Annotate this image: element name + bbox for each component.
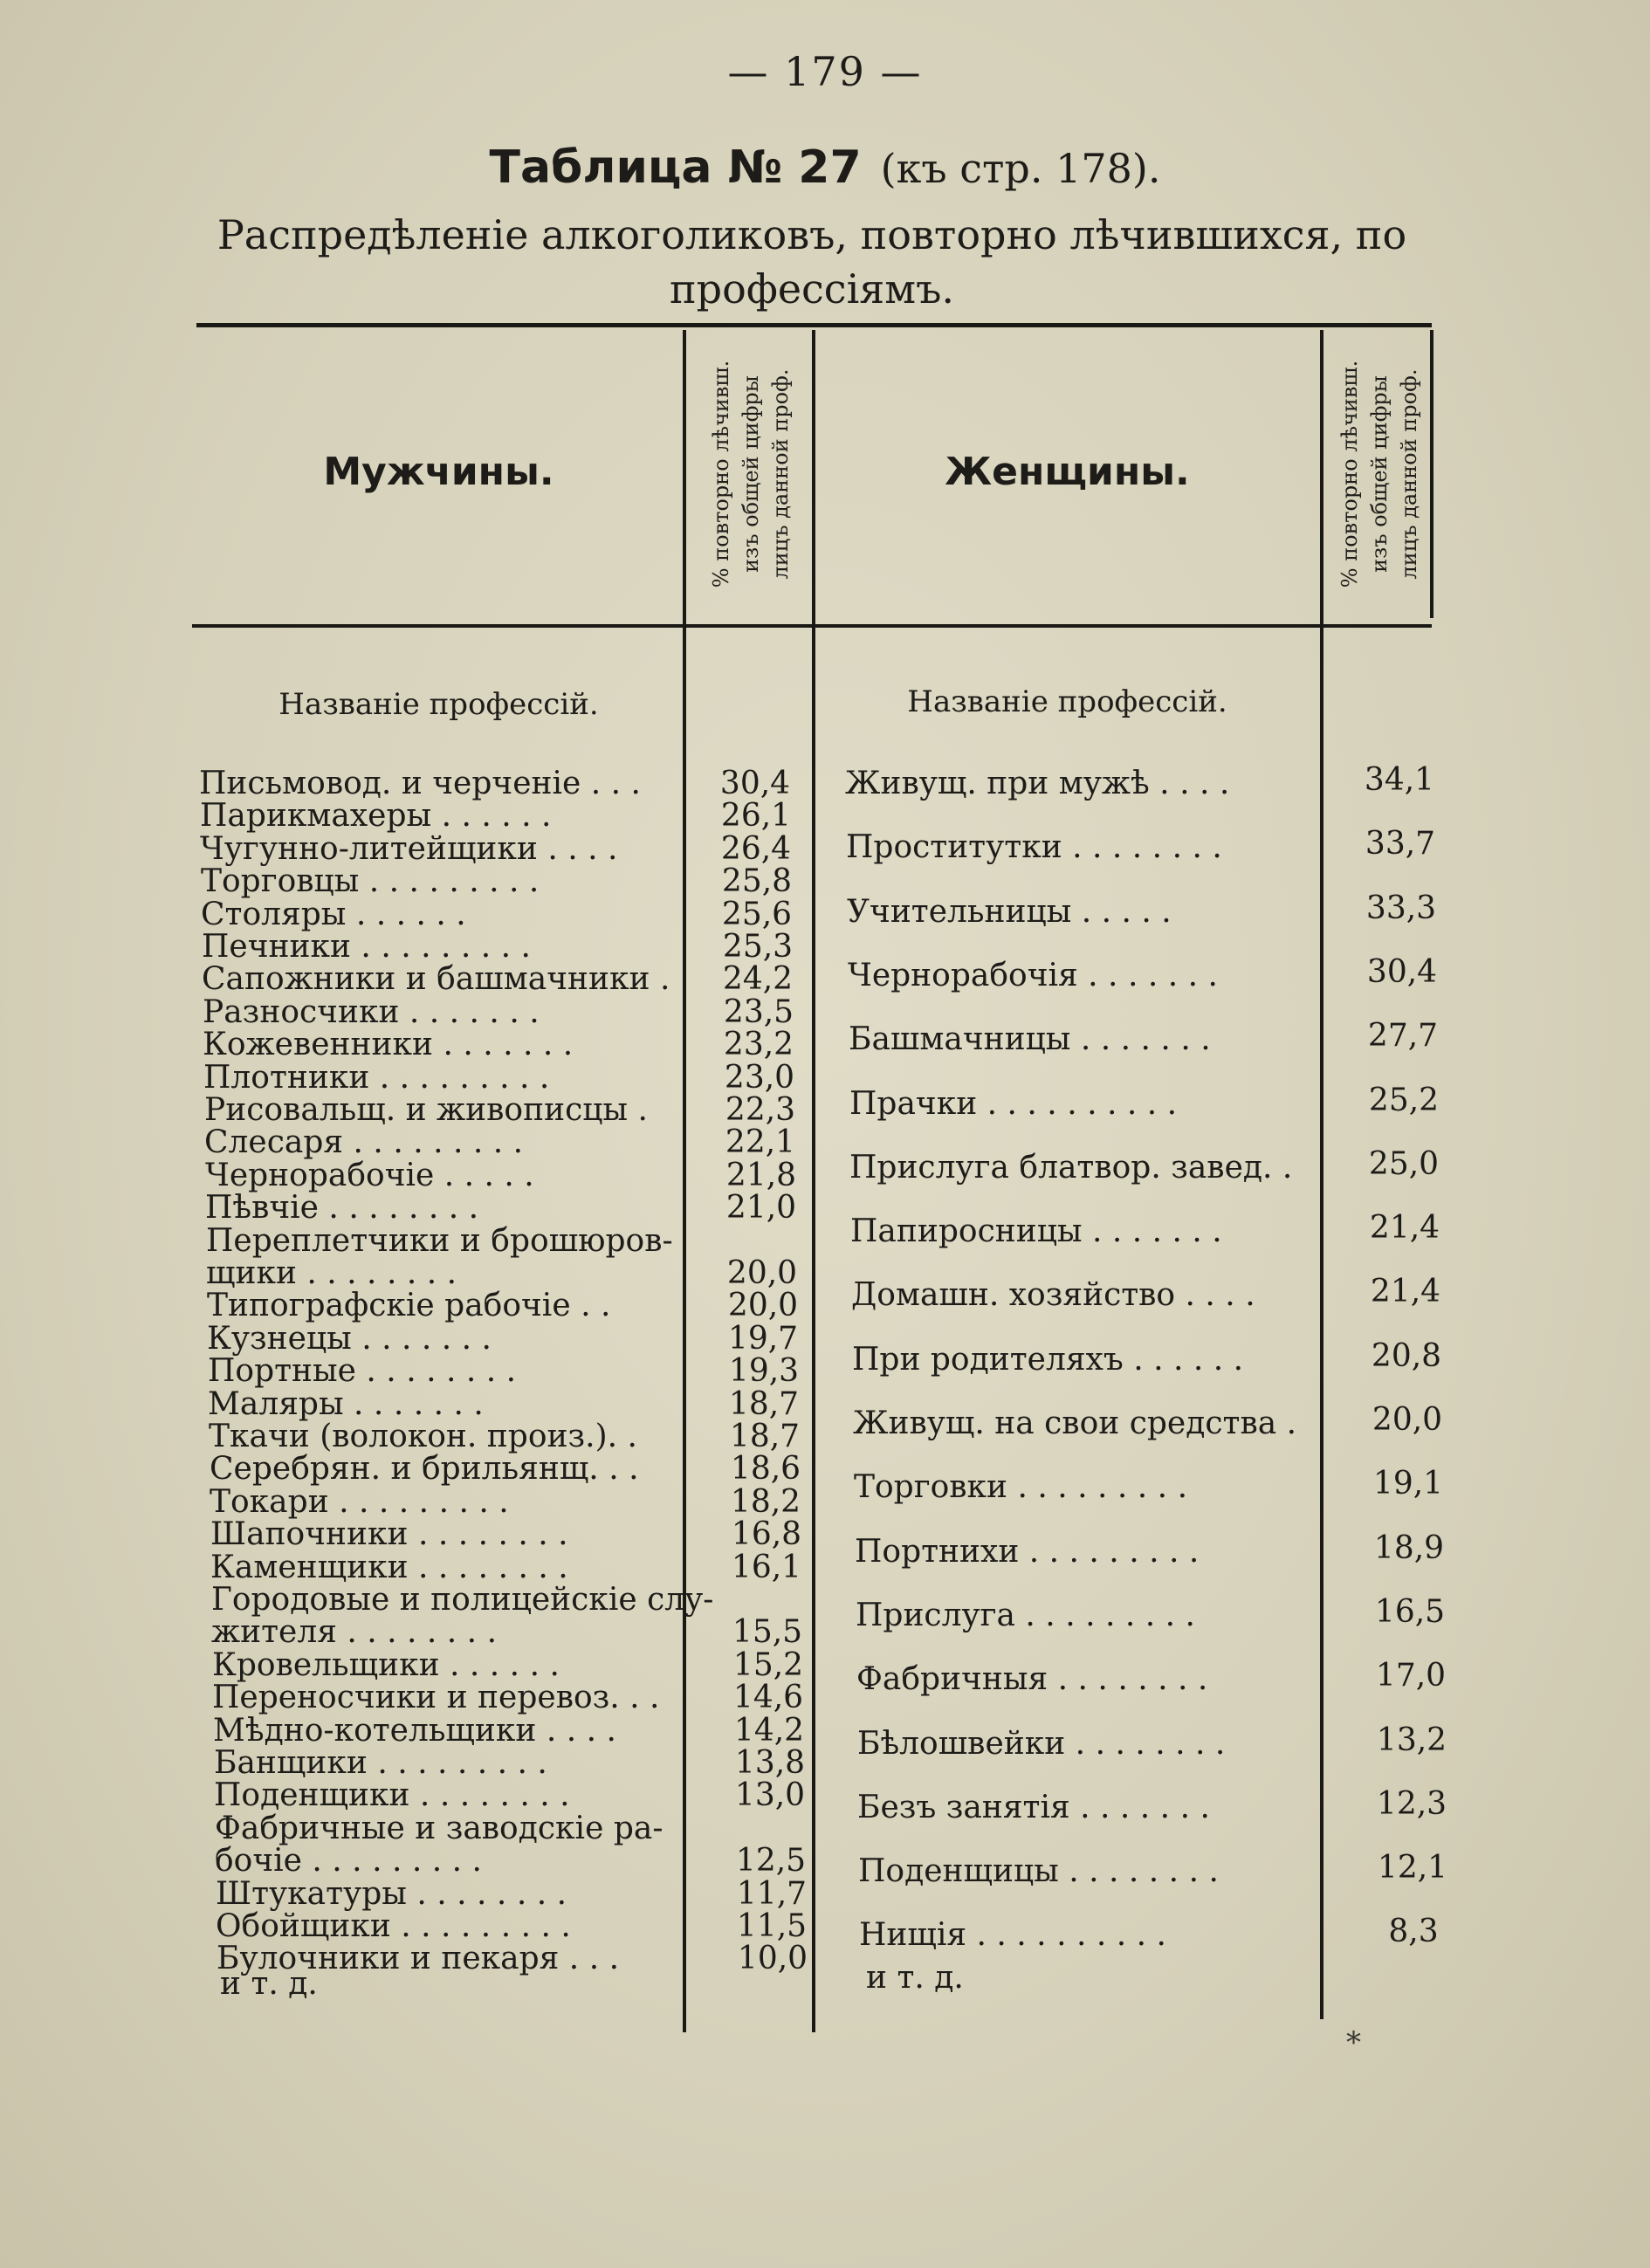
men-profession-name: Слесаря . . . . . . . . . bbox=[204, 1124, 524, 1160]
men-percent-value: 19,3 bbox=[728, 1353, 800, 1389]
women-percent-value: 18,9 bbox=[1373, 1530, 1445, 1566]
women-percent-value: 34,1 bbox=[1364, 762, 1435, 798]
women-percent-value: 8,3 bbox=[1388, 1914, 1439, 1949]
men-percent-value: 18,7 bbox=[728, 1386, 800, 1422]
women-profession-name: Проститутки . . . . . . . . bbox=[846, 829, 1222, 865]
men-profession-name: Городовые и полицейскіе слу- bbox=[211, 1582, 714, 1618]
men-profession-name: Кузнецы . . . . . . . bbox=[207, 1321, 492, 1357]
men-percent-value: 12,5 bbox=[735, 1843, 807, 1879]
men-profession-name: Чугунно-литейщики . . . . bbox=[200, 831, 618, 867]
men-percent-value: 26,1 bbox=[720, 798, 792, 834]
men-profession-name: Булочники и пекаря . . . bbox=[217, 1941, 620, 1976]
women-profession-subheader: Названіе профессій. bbox=[907, 684, 1227, 719]
women-percent-value: 17,0 bbox=[1375, 1658, 1447, 1694]
men-percent-value: 18,2 bbox=[730, 1484, 801, 1520]
women-profession-name: Домашн. хозяйство . . . . bbox=[851, 1277, 1255, 1313]
men-percent-value: 11,7 bbox=[736, 1876, 808, 1912]
men-profession-name: Переплетчики и брошюров- bbox=[206, 1223, 673, 1259]
men-profession-name: Столяры . . . . . . bbox=[201, 897, 466, 932]
women-profession-name: Поденщицы . . . . . . . . bbox=[858, 1853, 1219, 1889]
men-percent-value: 15,5 bbox=[732, 1614, 803, 1650]
women-profession-name: Торговки . . . . . . . . . bbox=[854, 1469, 1188, 1505]
men-percent-value: 30,4 bbox=[719, 766, 791, 801]
men-percent-value: 22,3 bbox=[725, 1092, 796, 1128]
men-profession-name: щики . . . . . . . . bbox=[206, 1255, 457, 1291]
men-percent-value: 15,2 bbox=[732, 1647, 804, 1683]
men-percent-value: 11,5 bbox=[736, 1908, 808, 1944]
women-profession-name: Прислуга . . . . . . . . . bbox=[856, 1598, 1195, 1633]
men-percent-value: 25,6 bbox=[721, 897, 793, 932]
men-percent-value: 26,4 bbox=[720, 831, 792, 867]
men-profession-name: Токари . . . . . . . . . bbox=[210, 1484, 509, 1520]
men-percent-value: 13,0 bbox=[734, 1777, 806, 1813]
women-percent-value: 12,1 bbox=[1377, 1850, 1448, 1886]
men-percent-value: 18,7 bbox=[729, 1419, 801, 1454]
men-profession-name: Мѣдно-котельщики . . . . bbox=[213, 1713, 616, 1749]
women-percent-value: 19,1 bbox=[1372, 1466, 1444, 1502]
men-percent-value: 25,3 bbox=[722, 929, 794, 965]
men-profession-name: бочіе . . . . . . . . . bbox=[215, 1843, 482, 1879]
page-number: — 179 — bbox=[727, 48, 923, 95]
women-column-heading: Женщины. bbox=[945, 450, 1190, 494]
table-subtitle: Распредѣленіе алкоголиковъ, повторно лѣчившихся, по профессіямъ. bbox=[217, 211, 1407, 313]
women-profession-name: Безъ занятія . . . . . . . bbox=[857, 1790, 1210, 1825]
women-profession-name: Бѣлошвейки . . . . . . . . bbox=[857, 1726, 1226, 1762]
women-profession-name: Портнихи . . . . . . . . . bbox=[855, 1534, 1200, 1570]
men-profession-name: Банщики . . . . . . . . . bbox=[214, 1745, 547, 1781]
women-percent-value: 25,0 bbox=[1368, 1146, 1440, 1182]
women-percent-value: 33,3 bbox=[1365, 890, 1437, 926]
men-profession-name: Письмовод. и черченіе . . . bbox=[199, 766, 641, 801]
women-profession-name: Прислуга блатвор. завед. . bbox=[849, 1150, 1293, 1186]
men-percent-value: 16,1 bbox=[731, 1550, 802, 1585]
women-percent-value: 20,0 bbox=[1372, 1402, 1443, 1438]
women-profession-name: Живущ. на свои средства . bbox=[853, 1405, 1297, 1441]
men-profession-name: Фабричные и заводскіе ра- bbox=[215, 1811, 663, 1846]
men-profession-name: Обойщики . . . . . . . . . bbox=[216, 1908, 571, 1944]
table-title bbox=[0, 141, 1650, 194]
men-profession-subheader: Названіе профессій. bbox=[278, 687, 599, 722]
women-profession-name: Фабричныя . . . . . . . . bbox=[856, 1661, 1208, 1697]
men-percent-value: 25,8 bbox=[721, 863, 793, 899]
women-percent-header bbox=[1314, 334, 1445, 614]
men-profession-name: жителя . . . . . . . . bbox=[211, 1614, 498, 1650]
men-profession-name: Штукатуры . . . . . . . . bbox=[216, 1876, 567, 1912]
men-profession-name: Пѣвчіе . . . . . . . . bbox=[205, 1190, 479, 1226]
women-profession-name: Башмачницы . . . . . . . bbox=[849, 1021, 1211, 1057]
men-percent-value: 24,2 bbox=[722, 961, 794, 997]
men-profession-name: Маляры . . . . . . . bbox=[208, 1386, 484, 1422]
men-profession-name: Разносчики . . . . . . . bbox=[203, 994, 540, 1030]
men-profession-name: Рисовальщ. и живописцы . bbox=[204, 1092, 648, 1128]
table-title-reference: (къ стр. 178). bbox=[880, 145, 1161, 192]
men-profession-name: Серебрян. и брильянщ. . . bbox=[210, 1451, 639, 1487]
women-profession-name: Папиросницы . . . . . . . bbox=[850, 1213, 1222, 1249]
women-percent-value: 21,4 bbox=[1370, 1274, 1441, 1309]
women-percent-value: 20,8 bbox=[1371, 1338, 1442, 1374]
men-percent-value: 21,0 bbox=[725, 1190, 797, 1226]
women-percent-value: 13,2 bbox=[1376, 1722, 1447, 1758]
women-percent-value: 33,7 bbox=[1365, 826, 1436, 862]
men-profession-name: Кровельщики . . . . . . bbox=[212, 1647, 560, 1683]
men-percent-value: 18,6 bbox=[730, 1451, 801, 1487]
men-profession-name: Переносчики и перевоз. . . bbox=[212, 1680, 660, 1715]
men-profession-name: Типографскіе рабочіе . . bbox=[207, 1288, 611, 1323]
men-profession-name: Шапочники . . . . . . . . bbox=[210, 1516, 568, 1552]
women-percent-header-line-3: лицъ данной проф. bbox=[1397, 368, 1421, 580]
men-profession-name: Торговцы . . . . . . . . . bbox=[201, 863, 540, 899]
women-profession-name: Нищія . . . . . . . . . . bbox=[859, 1917, 1166, 1953]
women-percent-header-line-2: изъ общей цифры bbox=[1367, 375, 1392, 573]
women-percent-value: 12,3 bbox=[1376, 1786, 1447, 1822]
table-title-label: Таблица № 27 bbox=[489, 141, 862, 194]
men-percent-value: 23,0 bbox=[724, 1060, 795, 1096]
table-top-rule bbox=[196, 323, 1432, 327]
women-profession-name: Учительницы . . . . . bbox=[847, 894, 1172, 930]
men-profession-name: Кожевенники . . . . . . . bbox=[203, 1027, 574, 1062]
women-profession-name: Прачки . . . . . . . . . . bbox=[849, 1086, 1178, 1122]
men-profession-name: Парикмахеры . . . . . . bbox=[200, 798, 552, 834]
men-percent-header-line-2: изъ общей цифры bbox=[739, 375, 763, 573]
women-percent-value: 30,4 bbox=[1366, 954, 1438, 990]
men-profession-name: Печники . . . . . . . . . bbox=[202, 929, 531, 965]
men-percent-header bbox=[685, 334, 816, 614]
men-percent-value: 14,2 bbox=[733, 1713, 805, 1749]
men-percent-value: 20,0 bbox=[726, 1255, 798, 1291]
men-percent-value: 23,2 bbox=[723, 1027, 794, 1062]
men-percent-value: 10,0 bbox=[737, 1941, 808, 1976]
women-profession-name: Чернорабочія . . . . . . . bbox=[848, 958, 1218, 993]
men-continuation: и т. д. bbox=[220, 1966, 318, 2002]
men-profession-name: Портные . . . . . . . . bbox=[208, 1353, 517, 1389]
women-percent-value: 16,5 bbox=[1374, 1594, 1446, 1630]
men-percent-value: 22,1 bbox=[725, 1124, 796, 1160]
women-percent-value: 27,7 bbox=[1367, 1018, 1439, 1054]
men-percent-value: 21,8 bbox=[725, 1158, 797, 1193]
women-profession-name: При родителяхъ . . . . . . bbox=[852, 1342, 1244, 1378]
men-percent-value: 23,5 bbox=[723, 994, 794, 1030]
men-percent-value: 19,7 bbox=[727, 1321, 799, 1357]
men-profession-name: Сапожники и башмачники . bbox=[202, 961, 670, 997]
men-percent-value: 16,8 bbox=[731, 1516, 802, 1552]
women-percent-value: 21,4 bbox=[1369, 1210, 1440, 1246]
men-profession-name: Поденщики . . . . . . . . bbox=[214, 1777, 570, 1813]
women-percent-header-line-1: % повторно лѣчивш. bbox=[1337, 360, 1362, 588]
men-percent-header-line-1: % повторно лѣчивш. bbox=[709, 360, 733, 588]
men-percent-value: 20,0 bbox=[727, 1288, 799, 1323]
men-percent-value: 14,6 bbox=[732, 1680, 804, 1715]
footer-mark: * bbox=[1346, 2025, 1361, 2060]
women-profession-name: Живущ. при мужѣ . . . . bbox=[845, 766, 1230, 801]
men-column-heading: Мужчины. bbox=[323, 450, 554, 494]
men-profession-name: Чернорабочіе . . . . . bbox=[205, 1158, 534, 1193]
women-percent-value: 25,2 bbox=[1368, 1082, 1440, 1118]
men-percent-value: 13,8 bbox=[734, 1745, 806, 1781]
men-profession-name: Плотники . . . . . . . . . bbox=[203, 1060, 550, 1096]
women-continuation: и т. д. bbox=[866, 1960, 964, 1996]
men-profession-name: Каменщики . . . . . . . . bbox=[210, 1550, 568, 1585]
men-percent-header-line-3: лицъ данной проф. bbox=[768, 368, 793, 580]
men-profession-name: Ткачи (волокон. произ.). . bbox=[209, 1419, 637, 1454]
